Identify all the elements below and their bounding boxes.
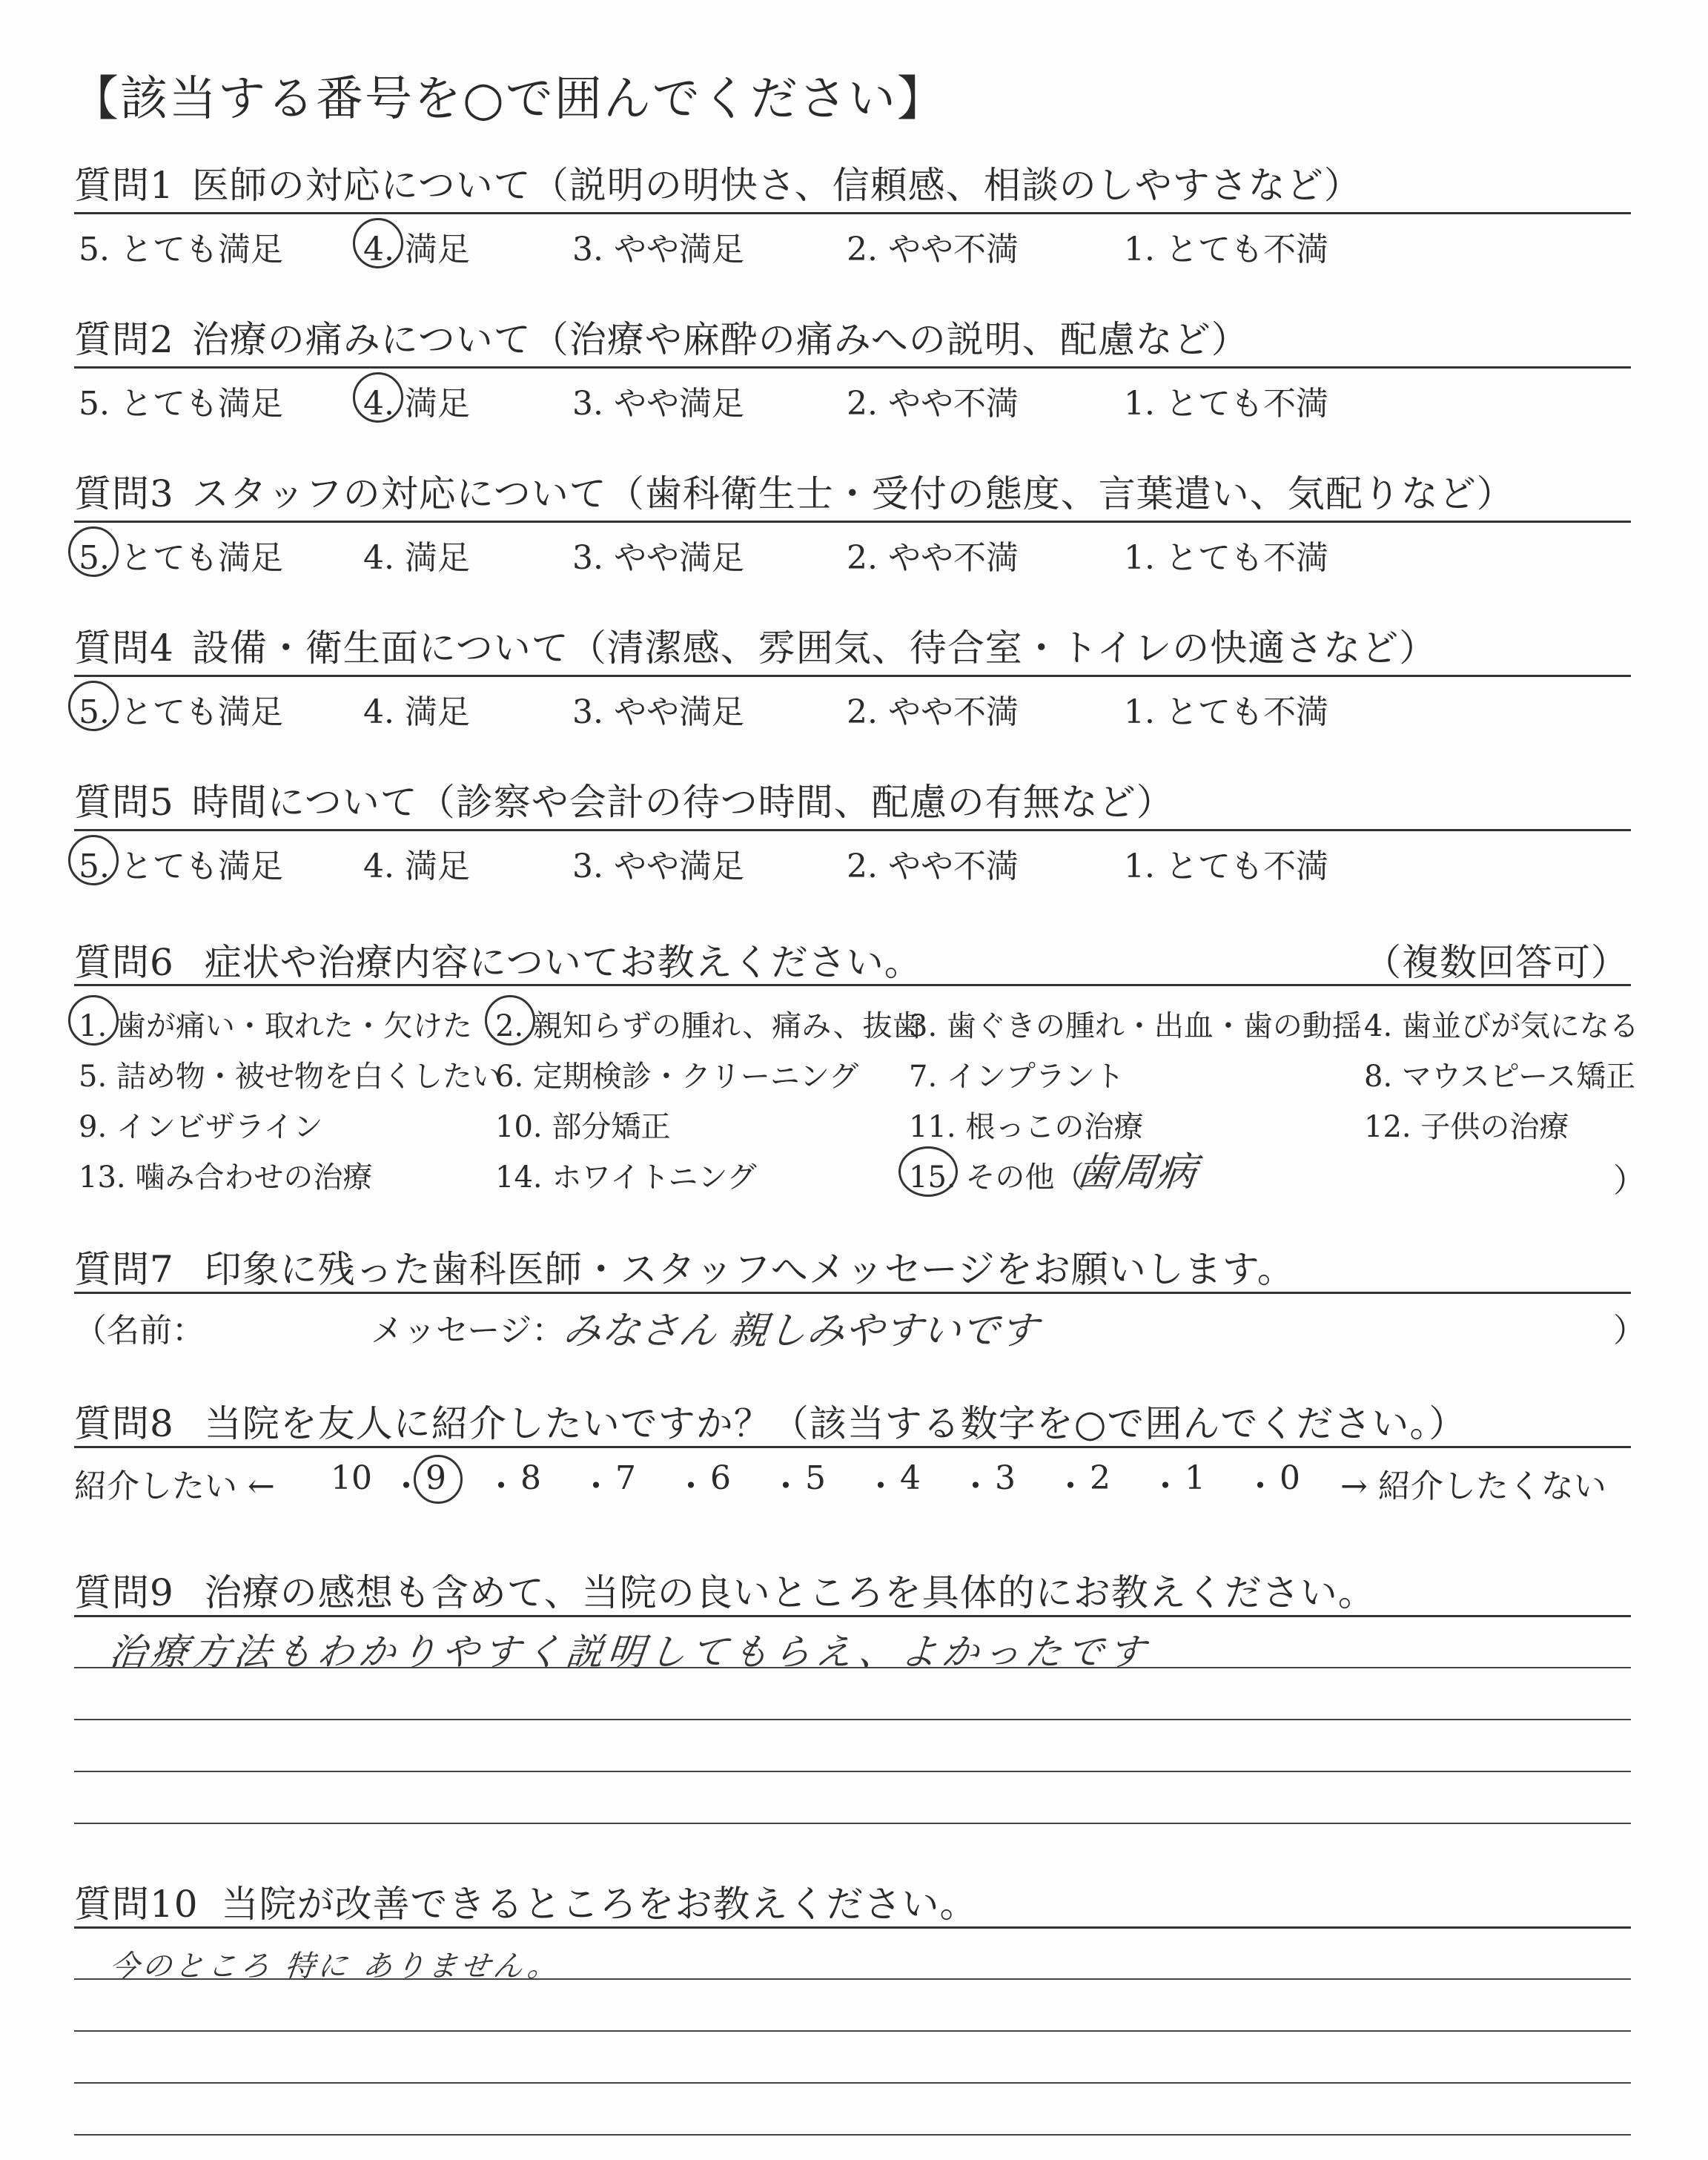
q3-rule xyxy=(74,521,1631,523)
q1-text: 医師の対応について（説明の明快さ、信頼感、相談のしやすさなど） xyxy=(191,164,1362,207)
q6-text: 症状や治療内容についてお教えください。 xyxy=(204,941,922,984)
q8-scale-value[interactable]: 10 xyxy=(331,1459,372,1497)
q4-option[interactable]: 3. やや満足 xyxy=(572,693,744,731)
q9-rule xyxy=(74,1615,1631,1617)
q5-rule xyxy=(74,829,1631,831)
q6-option[interactable]: 10. 部分矯正 xyxy=(495,1110,671,1144)
q6-other-text[interactable]: 歯周病 xyxy=(1073,1149,1199,1195)
page-title: 【該当する番号を○で囲んでください】 xyxy=(71,72,946,127)
q9-answer-line xyxy=(74,1771,1631,1772)
q5-option[interactable]: 2. やや不満 xyxy=(847,848,1019,885)
q3-option[interactable]: 3. やや満足 xyxy=(572,539,744,577)
selection-circle xyxy=(898,1146,958,1197)
q5-label: 質問5 xyxy=(74,781,174,824)
q6-rule xyxy=(74,984,1631,986)
q9-answer-line xyxy=(74,1667,1631,1668)
q6-option[interactable]: 14. ホワイトニング xyxy=(495,1160,757,1195)
q8-heading xyxy=(74,1394,1466,1447)
q7-heading xyxy=(74,1240,1295,1293)
q9-answer-line xyxy=(74,1719,1631,1720)
q8-scale-value[interactable]: 5 xyxy=(805,1459,826,1497)
q1-heading xyxy=(74,156,1362,209)
q4-option[interactable]: 5. とても満足 xyxy=(79,693,283,731)
selection-circle xyxy=(353,372,403,423)
q10-rule xyxy=(74,1926,1631,1929)
q6-option[interactable]: 4. 歯並びが気になる xyxy=(1364,1009,1639,1043)
q1-label: 質問1 xyxy=(74,164,174,207)
q8-left-label: 紹介したい ← xyxy=(74,1467,275,1505)
q2-option[interactable]: 4. 満足 xyxy=(363,385,470,423)
q2-option[interactable]: 5. とても満足 xyxy=(79,385,283,423)
q8-separator: ・ xyxy=(1054,1467,1087,1505)
q3-option[interactable]: 1. とても不満 xyxy=(1124,539,1328,577)
q4-option[interactable]: 1. とても不満 xyxy=(1124,693,1328,731)
q4-label: 質問4 xyxy=(74,627,174,670)
q9-answer-line xyxy=(74,1823,1631,1824)
selection-circle xyxy=(68,995,119,1046)
q3-option[interactable]: 4. 満足 xyxy=(363,539,470,577)
q2-heading xyxy=(74,310,1249,363)
q8-scale-value[interactable]: 7 xyxy=(615,1459,636,1497)
q8-separator: ・ xyxy=(580,1467,612,1505)
q8-scale-value[interactable]: 6 xyxy=(710,1459,731,1497)
selection-circle xyxy=(68,835,119,885)
q5-option[interactable]: 5. とても満足 xyxy=(79,848,283,885)
q8-scale-value[interactable]: 9 xyxy=(426,1459,446,1497)
q8-separator: ・ xyxy=(959,1467,992,1505)
q6-note: （複数回答可） xyxy=(1364,941,1629,984)
q4-heading xyxy=(74,618,1437,672)
q6-option[interactable]: 6. 定期検診・クリーニング xyxy=(495,1060,859,1094)
q6-close-paren: ） xyxy=(1613,1162,1646,1200)
selection-circle xyxy=(353,218,403,268)
q3-text: スタッフの対応について（歯科衛生士・受付の態度、言葉遣い、気配りなど） xyxy=(191,472,1515,515)
q9-label: 質問9 xyxy=(74,1571,174,1614)
q8-separator: ・ xyxy=(1244,1467,1277,1505)
q6-option[interactable]: 11. 根っこの治療 xyxy=(909,1110,1144,1144)
q2-label: 質問2 xyxy=(74,318,174,361)
q2-rule xyxy=(74,366,1631,369)
q10-text: 当院が改善できるところをお教えください。 xyxy=(221,1883,978,1926)
selection-circle xyxy=(414,1455,463,1504)
q4-option[interactable]: 4. 満足 xyxy=(363,693,470,731)
q6-option[interactable]: 7. インプラント xyxy=(909,1060,1125,1094)
q1-option[interactable]: 1. とても不満 xyxy=(1124,231,1328,268)
q2-option[interactable]: 3. やや満足 xyxy=(572,385,744,423)
q4-option[interactable]: 2. やや不満 xyxy=(847,693,1019,731)
q9-text: 治療の感想も含めて、当院の良いところを具体的にお教えください。 xyxy=(204,1571,1376,1614)
q8-separator: ・ xyxy=(1149,1467,1182,1505)
q6-label: 質問6 xyxy=(74,941,174,984)
q6-heading xyxy=(74,933,922,986)
q10-answer-line xyxy=(74,2082,1631,2084)
q6-option[interactable]: 2. 親知らずの腫れ、痛み、抜歯 xyxy=(495,1009,922,1043)
q7-label: 質問7 xyxy=(74,1248,174,1291)
q7-message-label: メッセージ： xyxy=(371,1312,565,1350)
q1-rule xyxy=(74,212,1631,214)
q6-option[interactable]: 1. 歯が痛い・取れた・欠けた xyxy=(79,1009,472,1043)
q5-option[interactable]: 4. 満足 xyxy=(363,848,470,885)
q8-separator: ・ xyxy=(675,1467,707,1505)
q7-name-label: （名前： xyxy=(74,1312,205,1350)
q7-text: 印象に残った歯科医師・スタッフへメッセージをお願いします。 xyxy=(204,1248,1295,1291)
q10-heading xyxy=(74,1875,978,1928)
q8-scale-value[interactable]: 1 xyxy=(1185,1459,1205,1497)
q8-scale-value[interactable]: 4 xyxy=(900,1459,921,1497)
q8-separator: ・ xyxy=(485,1467,517,1505)
q6-option[interactable]: 3. 歯ぐきの腫れ・出血・歯の動揺 xyxy=(909,1009,1362,1043)
q7-close-paren: ） xyxy=(1613,1312,1646,1350)
q1-option[interactable]: 2. やや不満 xyxy=(847,231,1019,268)
q3-label: 質問3 xyxy=(74,472,174,515)
q4-text: 設備・衛生面について（清潔感、雰囲気、待合室・トイレの快適さなど） xyxy=(191,627,1437,670)
q4-rule xyxy=(74,675,1631,677)
q10-answer[interactable]: 今のところ 特に ありません。 xyxy=(107,1949,562,1984)
q3-heading xyxy=(74,464,1515,518)
q7-rule xyxy=(74,1292,1631,1294)
selection-circle xyxy=(68,681,119,731)
q5-heading xyxy=(74,773,1174,826)
q10-answer-line xyxy=(74,2030,1631,2032)
q5-option[interactable]: 3. やや満足 xyxy=(572,848,744,885)
q3-option[interactable]: 5. とても満足 xyxy=(79,539,283,577)
q8-text: 当院を友人に紹介したいですか？（該当する数字を○で囲んでください。） xyxy=(204,1402,1467,1445)
q7-message[interactable]: みなさん 親しみやすいです xyxy=(560,1309,1041,1353)
q8-label: 質問8 xyxy=(74,1402,174,1445)
q9-answer[interactable]: 治療方法もわかりやすく説明してもらえ、よかったです xyxy=(107,1631,1152,1674)
selection-circle xyxy=(485,995,535,1046)
q6-option[interactable]: 12. 子供の治療 xyxy=(1364,1110,1569,1144)
q8-scale-value[interactable]: 0 xyxy=(1280,1459,1300,1497)
q2-text: 治療の痛みについて（治療や麻酔の痛みへの説明、配慮など） xyxy=(191,318,1249,361)
selection-circle xyxy=(68,526,119,577)
q8-separator: ・ xyxy=(864,1467,897,1505)
q6-option[interactable]: 8. マウスピース矯正 xyxy=(1364,1060,1636,1094)
q8-scale-value[interactable]: 2 xyxy=(1090,1459,1110,1497)
q8-separator: ・ xyxy=(390,1467,423,1505)
q10-answer-line xyxy=(74,2134,1631,2136)
q1-option[interactable]: 4. 満足 xyxy=(363,231,470,268)
q10-answer-line xyxy=(74,1978,1631,1980)
q6-option[interactable]: 15. その他（ xyxy=(909,1160,1085,1195)
q1-option[interactable]: 5. とても満足 xyxy=(79,231,283,268)
q2-option[interactable]: 2. やや不満 xyxy=(847,385,1019,423)
q6-option[interactable]: 9. インビザライン xyxy=(79,1110,323,1144)
q8-rule xyxy=(74,1446,1631,1448)
q3-option[interactable]: 2. やや不満 xyxy=(847,539,1019,577)
q9-heading xyxy=(74,1563,1376,1616)
q8-right-label: → 紹介したくない xyxy=(1340,1467,1606,1505)
q1-option[interactable]: 3. やや満足 xyxy=(572,231,744,268)
q2-option[interactable]: 1. とても不満 xyxy=(1124,385,1328,423)
q8-scale-value[interactable]: 3 xyxy=(995,1459,1016,1497)
q5-option[interactable]: 1. とても不満 xyxy=(1124,848,1328,885)
q5-text: 時間について（診察や会計の待つ時間、配慮の有無など） xyxy=(191,781,1174,824)
q6-option[interactable]: 5. 詰め物・被せ物を白くしたい xyxy=(79,1060,502,1094)
q10-label: 質問10 xyxy=(74,1883,199,1926)
q8-separator: ・ xyxy=(769,1467,802,1505)
q8-scale-value[interactable]: 8 xyxy=(520,1459,541,1497)
q6-option[interactable]: 13. 噛み合わせの治療 xyxy=(79,1160,373,1195)
